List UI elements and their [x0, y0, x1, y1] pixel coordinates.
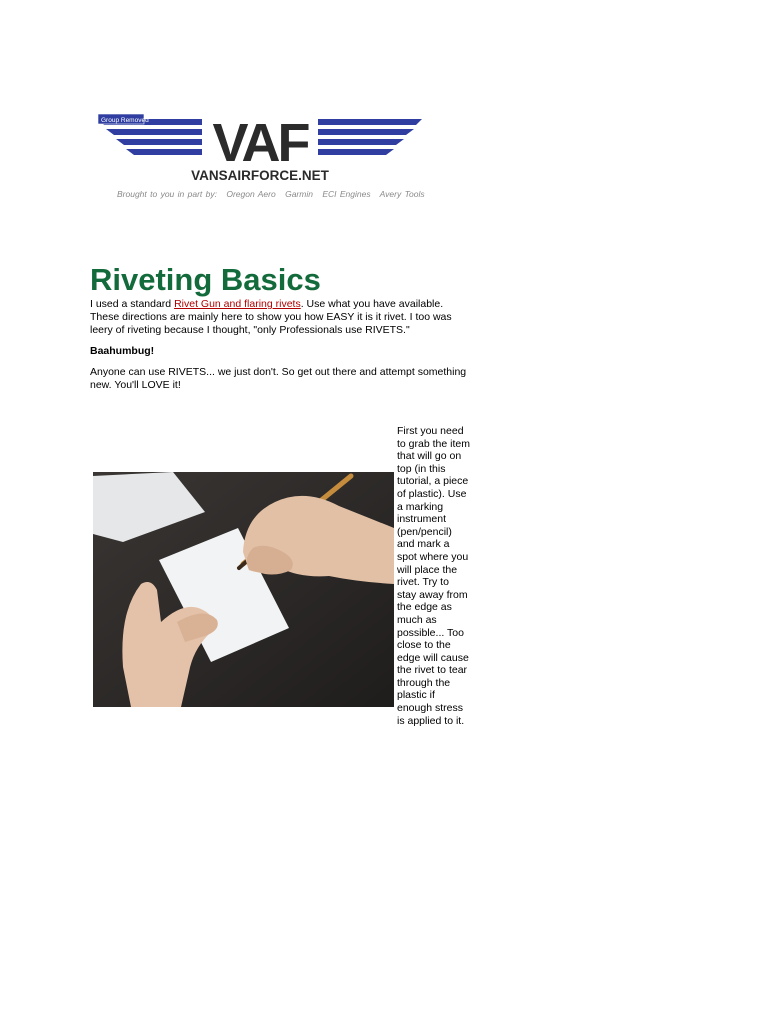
- article-title: Riveting Basics: [90, 262, 321, 297]
- sponsor-garmin[interactable]: Garmin: [285, 189, 313, 199]
- sponsor-eci-engines[interactable]: ECI Engines: [322, 189, 371, 199]
- step1-description: First you need to grab the item that will go on top (in this tutorial, a piece of plastic). Use a marking instrument (pen/pencil) and mark a spot where you will place the rivet. Try to stay away from the edge as much as possible... Too close to the edge will cause the rivet to tear through the plastic if enough stress is applied to it.: [397, 425, 470, 727]
- closing-paragraph: Anyone can use RIVETS... we just don't. So get out there and attempt something new. You'll LOVE it!: [90, 366, 467, 391]
- intro-text-start: I used a standard: [90, 298, 175, 310]
- sponsor-avery-tools[interactable]: Avery Tools: [379, 189, 425, 199]
- left-wing: [98, 119, 202, 155]
- exclaim-text: Baahumbug!: [90, 345, 155, 357]
- logo-badge: Group Removed: [101, 117, 149, 124]
- right-wing: [318, 119, 422, 155]
- logo-letters: VAF: [212, 113, 308, 173]
- sponsor-oregon-aero[interactable]: Oregon Aero: [226, 189, 276, 199]
- rivet-gun-link[interactable]: Rivet Gun and flaring rivets: [174, 298, 301, 310]
- sponsor-line: [117, 189, 431, 199]
- sponsor-lead: Brought to you in part by:: [117, 189, 217, 199]
- intro-paragraph: [90, 298, 475, 337]
- intro-text-end: . Use what you have available. These directions are mainly here to show you how EASY it is it rivet. I too was leery of riveting because I thought, "only Professionals use RIVETS.": [90, 298, 452, 336]
- step1-photo: [93, 472, 394, 707]
- logo-site-name: VANSAIRFORCE.NET: [191, 168, 329, 183]
